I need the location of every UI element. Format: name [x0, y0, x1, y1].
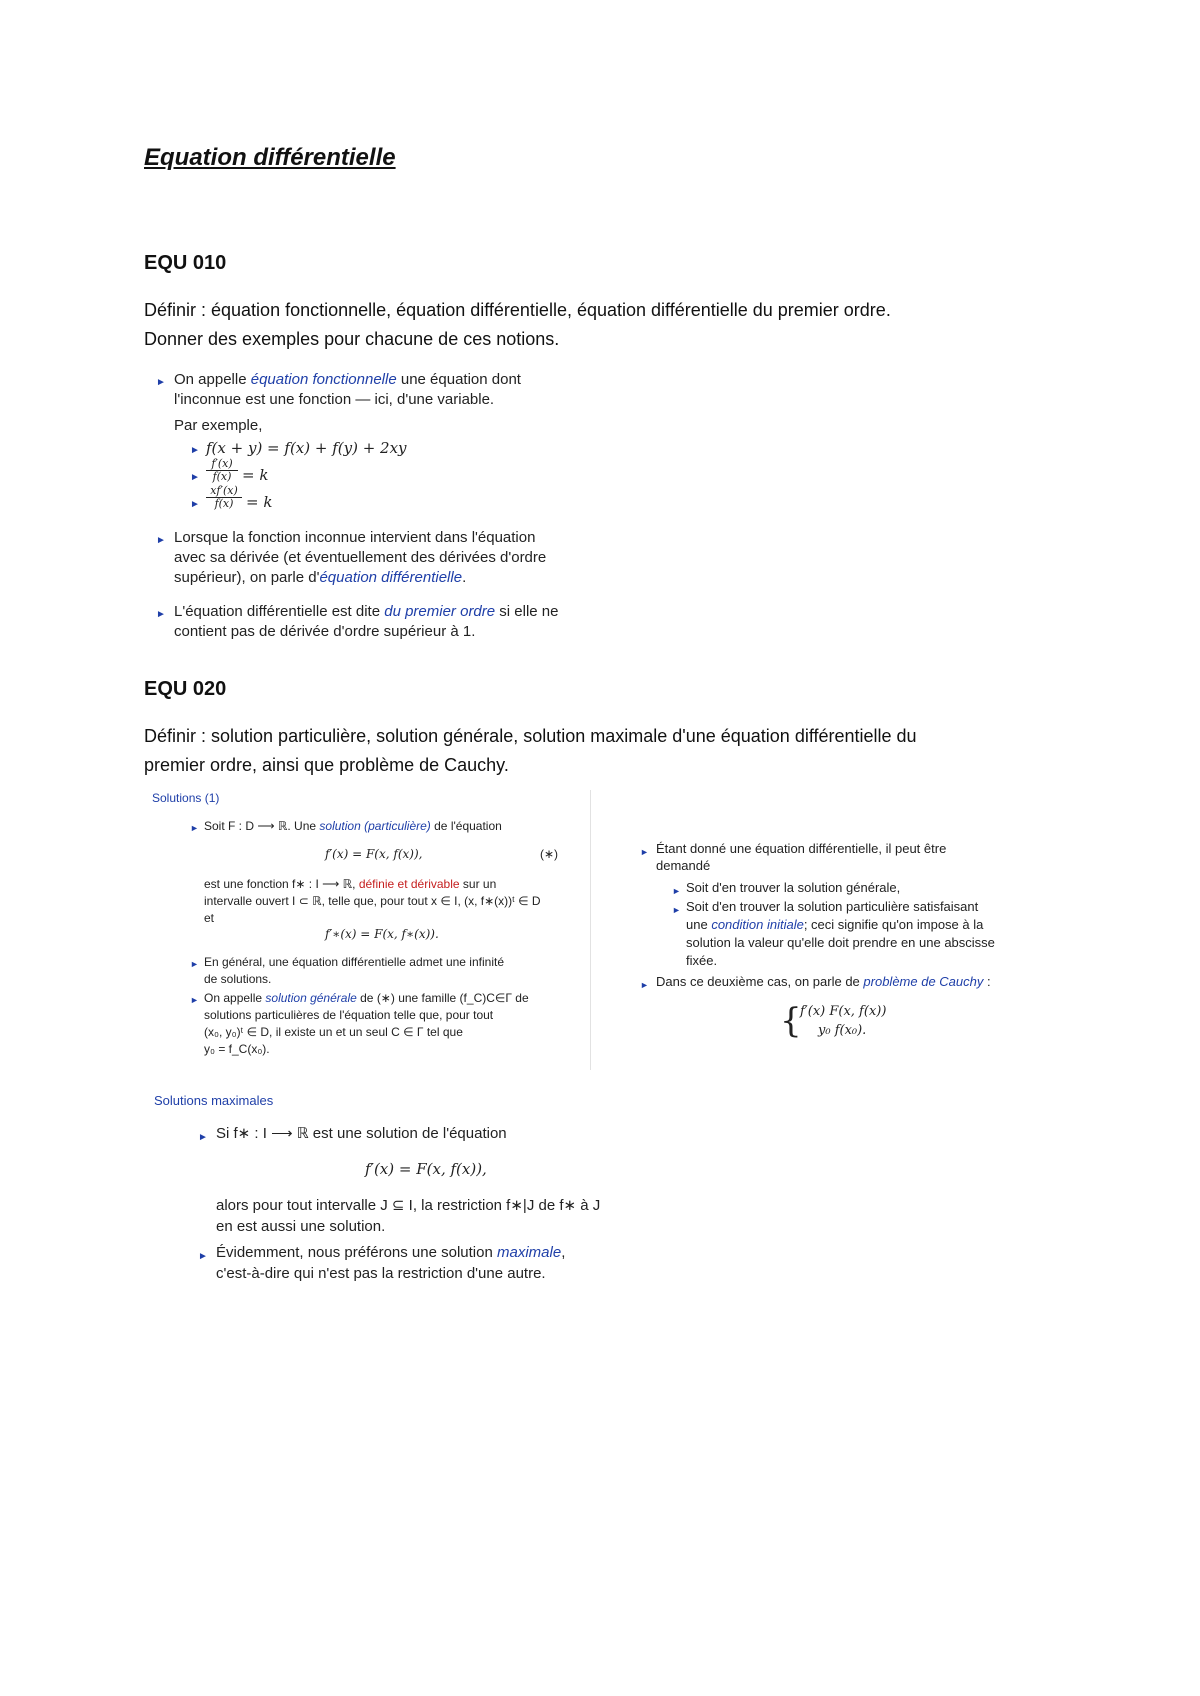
bullet-icon: ►: [190, 472, 200, 483]
section-heading-equ020: EQU 020: [144, 678, 227, 700]
brace-icon: {: [780, 1001, 802, 1041]
slide-line: avec sa dérivée (et éventuellement des dérivées d'ordre: [174, 549, 547, 566]
slide-line: est une fonction f∗ : I ⟶ ℝ, définie et dérivable sur un: [204, 877, 497, 891]
equation-tag: (∗): [540, 847, 559, 861]
slide-line: Dans ce deuxième cas, on parle de problème de Cauchy :: [656, 974, 991, 989]
prompt-line: premier ordre, ainsi que problème de Cauchy.: [144, 755, 509, 775]
cauchy-system-line-1: f′(x) F(x, f(x)): [800, 1004, 887, 1019]
example-equation-2-rhs: = k: [242, 466, 269, 484]
example-equation-1: f(x + y) = f(x) + f(y) + 2xy: [206, 439, 407, 457]
slide-line: en est aussi une solution.: [216, 1218, 386, 1235]
example-equation-2-fraction: f′(x) f(x): [206, 458, 238, 483]
slide-line: et: [204, 911, 215, 925]
bullet-icon: ►: [190, 959, 199, 969]
slide-line: On appelle équation fonctionnelle une équation dont: [174, 371, 521, 388]
slide-line: une condition initiale; ceci signifie qu'on impose à la: [686, 917, 984, 932]
slide-line: Évidemment, nous préférons une solution maximale,: [216, 1244, 566, 1261]
slide-line: En général, une équation différentielle admet une infinité: [204, 955, 504, 969]
bullet-icon: ►: [190, 445, 200, 456]
example-equation-3-fraction: xf′(x) f(x): [206, 485, 242, 510]
bullet-icon: ►: [156, 377, 166, 388]
slide-caption: Solutions maximales: [154, 1093, 274, 1108]
bullet-icon: ►: [190, 499, 200, 510]
slide-line: fixée.: [686, 953, 718, 968]
cauchy-system-line-2: y₀ f(x₀).: [818, 1023, 867, 1038]
slide-line: Soit F : D ⟶ ℝ. Une solution (particulière) de l'équation: [204, 819, 502, 833]
bullet-icon: ►: [672, 886, 681, 896]
slide-image-cauchy: [640, 840, 1060, 1060]
slide-line: Si f∗ : I ⟶ ℝ est une solution de l'équation: [216, 1125, 507, 1142]
example-equation-3-rhs: = k: [246, 493, 273, 511]
slide-image-solutions: [150, 790, 590, 1075]
bullet-icon: ►: [190, 995, 199, 1005]
slide-line: Étant donné une équation différentielle, il peut être: [656, 841, 947, 856]
slide-line: On appelle solution générale de (∗) une famille (f_C)C∈Γ de: [204, 991, 529, 1005]
slide-line: solutions particulières de l'équation telle que, pour tout: [204, 1008, 494, 1022]
slide-line: alors pour tout intervalle J ⊆ I, la restriction f∗|J de f∗ à J: [216, 1197, 601, 1214]
bullet-icon: ►: [640, 847, 649, 857]
bullet-icon: ►: [640, 980, 649, 990]
slide-line: de solutions.: [204, 972, 272, 986]
bullet-icon: ►: [198, 1132, 208, 1143]
slide-divider: [590, 790, 591, 1070]
bullet-icon: ►: [198, 1251, 208, 1262]
slide-line: supérieur), on parle d'équation différentielle.: [174, 569, 467, 586]
prompt-line: Définir : équation fonctionnelle, équation différentielle, équation différentielle du premier ordre.: [144, 300, 891, 320]
slide-line: (x₀, y₀)ᵗ ∈ D, il existe un et un seul C ∈ Γ tel que: [204, 1025, 463, 1039]
bullet-icon: ►: [672, 905, 681, 915]
slide-line: demandé: [656, 858, 711, 873]
document-title: Equation différentielle: [144, 144, 396, 171]
slide-image-maximal-solutions: [150, 1090, 670, 1290]
slide-line: L'équation différentielle est dite du premier ordre si elle ne: [174, 603, 559, 620]
bullet-icon: ►: [190, 823, 199, 833]
slide-line: y₀ = f_C(x₀).: [204, 1042, 270, 1056]
slide-line: solution la valeur qu'elle doit prendre en une abscisse: [686, 935, 995, 950]
prompt-line: Donner des exemples pour chacune de ces notions.: [144, 329, 560, 349]
equation-solution: f′∗(x) = F(x, f∗(x)).: [325, 927, 439, 941]
equation-star: f′(x) = F(x, f(x)),: [325, 847, 423, 861]
prompt-line: Définir : solution particulière, solution générale, solution maximale d'une équation différentielle du: [144, 726, 917, 746]
slide-line: contient pas de dérivée d'ordre supérieur à 1.: [174, 623, 476, 640]
slide-line: Lorsque la fonction inconnue intervient dans l'équation: [174, 529, 536, 546]
section-prompt-equ020: [144, 722, 1054, 780]
slide-line: c'est-à-dire qui n'est pas la restriction d'une autre.: [216, 1265, 546, 1282]
slide-line: intervalle ouvert I ⊂ ℝ, telle que, pour tout x ∈ I, (x, f∗(x))ᵗ ∈ D: [204, 894, 541, 908]
slide-line: Par exemple,: [174, 417, 263, 434]
slide-line: Soit d'en trouver la solution particulière satisfaisant: [686, 899, 979, 914]
section-prompt-equ010: [144, 296, 1054, 354]
slide-line: l'inconnue est une fonction — ici, d'une variable.: [174, 391, 495, 408]
equation-maximal: f′(x) = F(x, f(x)),: [365, 1160, 487, 1178]
section-heading-equ010: EQU 010: [144, 252, 227, 274]
bullet-icon: ►: [156, 535, 166, 546]
slide-image-definitions: [150, 370, 610, 650]
slide-line: Soit d'en trouver la solution générale,: [686, 880, 901, 895]
slide-caption: Solutions (1): [152, 791, 220, 805]
bullet-icon: ►: [156, 609, 166, 620]
